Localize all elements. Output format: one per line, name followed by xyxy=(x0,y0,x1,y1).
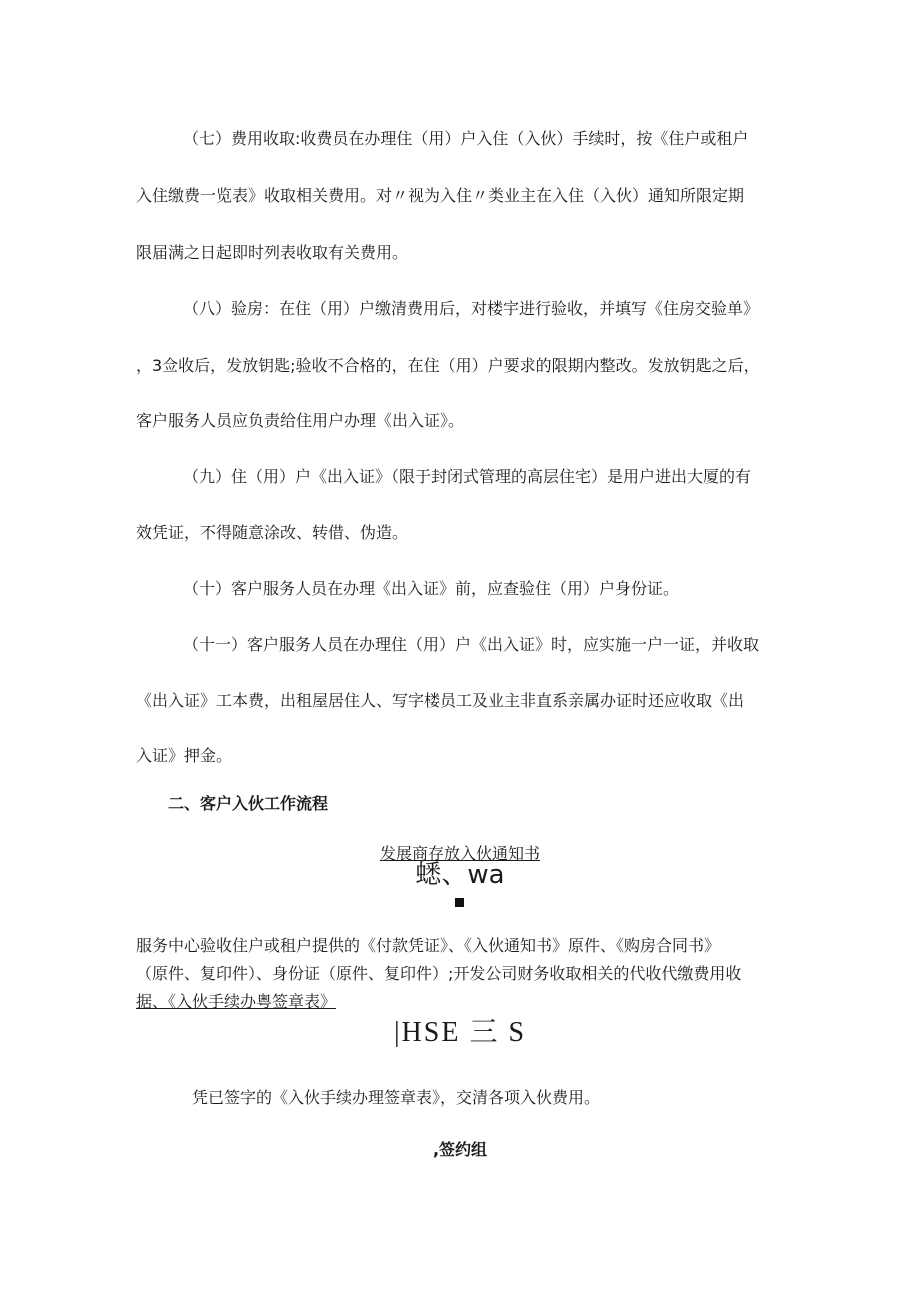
para-8-line-1: （八）验房：在住（用）户缴清费用后，对楼宇进行验收，并填写《住房交验单》 xyxy=(183,299,760,318)
para-11-line-2: 《出入证》工本费，出租屋居住人、写字楼员工及业主非直系亲属办证时还应收取《出 xyxy=(136,691,745,710)
flow-step-3: 凭已签字的《入伙手续办理签章表》，交清各项入伙费用。 xyxy=(192,1088,601,1107)
para-10-line-1: （十）客户服务人员在办理《出入证》前，应查验住（用）户身份证。 xyxy=(183,579,680,598)
flow-step-1: 发展商存放入伙通知书 xyxy=(379,844,540,863)
para-8-line-2: ，3佥收后，发放钥匙;验收不合格的，在住（用）户要求的限期内整改。发放钥匙之后， xyxy=(136,356,760,375)
para-11-line-1: （十一）客户服务人员在办理住（用）户《出入证》时，应实施一户一证，并收取 xyxy=(183,635,760,654)
flow-step-2-line-3: 据、《入伙手续办粤签章表》 xyxy=(136,992,337,1011)
section-heading: 二、客户入伙工作流程 xyxy=(168,794,329,813)
para-9-line-2: 效凭证，不得随意涂改、转借、伪造。 xyxy=(136,523,409,542)
flow-step-4: ,签约组 xyxy=(432,1140,488,1159)
flow-garbled-1: 蟋、wa xyxy=(415,860,505,890)
para-7-line-1: （七）费用收取:收费员在办理住（用）户入住（入伙）手续时，按《住户或租户 xyxy=(183,129,749,148)
para-9-line-1: （九）住（用）户《出入证》（限于封闭式管理的高层住宅）是用户进出大厦的有 xyxy=(183,467,752,486)
flow-step-2-line-1: 服务中心验收住户或租户提供的《付款凭证》、《入伙通知书》原件、《购房合同书》 xyxy=(136,936,721,955)
para-7-line-2: 入住缴费一览表》收取相关费用。对〃视为入住〃类业主在入住（入伙）通知所限定期 xyxy=(136,186,745,205)
flow-arrow-marker xyxy=(455,898,464,907)
para-11-line-3: 入证》押金。 xyxy=(136,746,233,765)
flow-garbled-2: |HSE 三 S xyxy=(393,1017,527,1048)
para-7-line-3: 限届满之日起即时列表收取有关费用。 xyxy=(136,243,409,262)
para-8-line-3: 客户服务人员应负责给住用户办理《出入证》。 xyxy=(136,411,465,430)
flow-step-2-line-2: （原件、复印件）、身份证（原件、复印件）;开发公司财务收取相关的代收代缴费用收 xyxy=(136,964,742,983)
